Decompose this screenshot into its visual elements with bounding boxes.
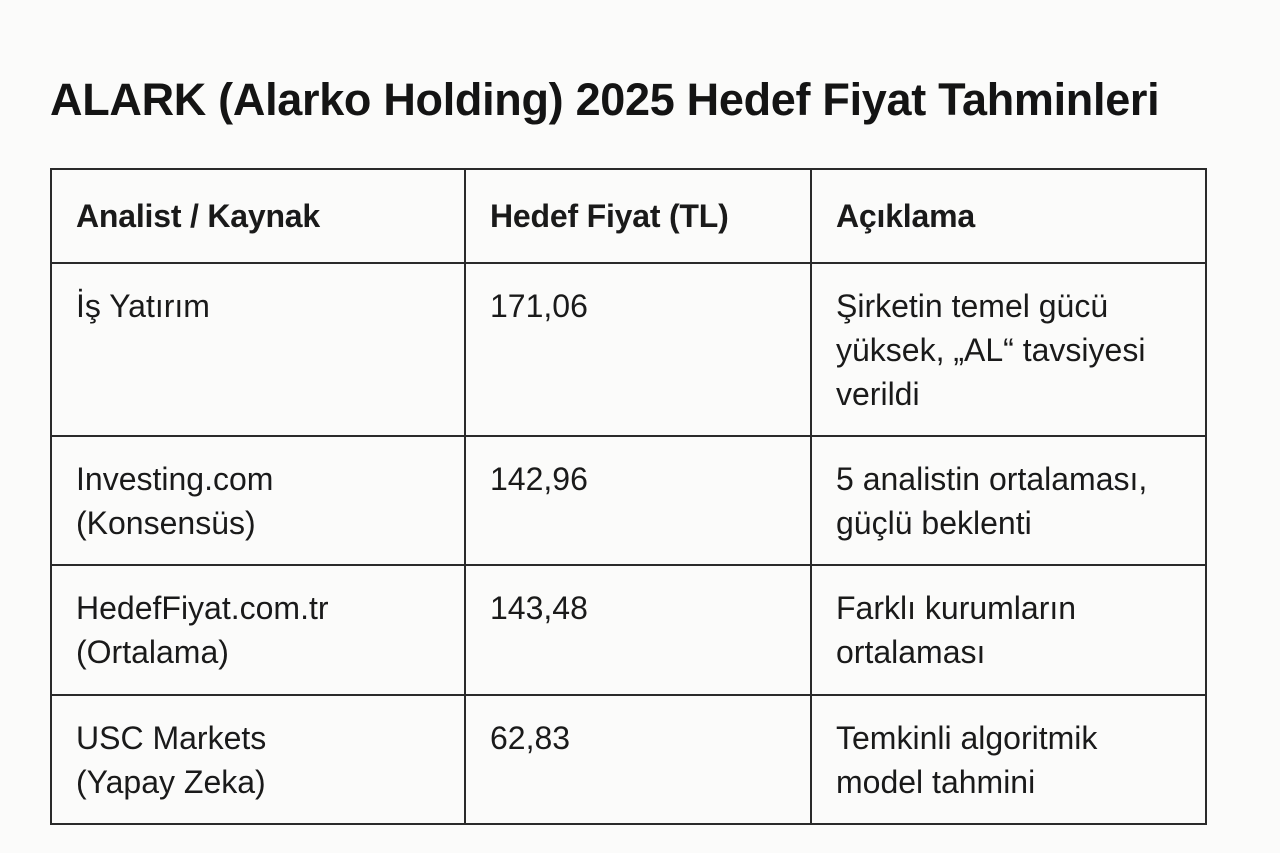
source-text: İş Yatırım	[76, 288, 210, 324]
description-text: Şirketin temel gücü yüksek, „AL“ tavsiyesi verildi	[836, 288, 1146, 412]
description-text: 5 analistin ortalaması, güçlü beklenti	[836, 461, 1148, 541]
column-header-source: Analist / Kaynak	[51, 169, 465, 263]
table-header-row	[51, 169, 1206, 263]
description-text: Temkinli algoritmik model tahmini	[836, 720, 1098, 800]
target-price-text: 62,83	[490, 720, 571, 756]
description-cell	[811, 436, 1206, 565]
source-text: HedefFiyat.com.tr (Ortalama)	[76, 590, 329, 670]
description-text: Farklı kurumların ortalaması	[836, 590, 1077, 670]
description-cell	[811, 695, 1206, 824]
target-price-text: 143,48	[490, 590, 588, 626]
table-row	[51, 565, 1206, 695]
column-header-target-price: Hedef Fiyat (TL)	[465, 169, 811, 263]
target-price-cell	[465, 695, 811, 824]
table-row	[51, 436, 1206, 565]
source-text: USC Markets (Yapay Zeka)	[76, 720, 267, 800]
column-header-description: Açıklama	[811, 169, 1206, 263]
source-cell	[51, 436, 465, 565]
source-cell	[51, 695, 465, 824]
target-price-table	[50, 168, 1207, 825]
page-title: ALARK (Alarko Holding) 2025 Hedef Fiyat Tahminleri	[50, 74, 1160, 125]
source-cell	[51, 263, 465, 436]
description-cell	[811, 263, 1206, 436]
target-price-cell	[465, 565, 811, 695]
target-price-text: 171,06	[490, 288, 588, 324]
source-text: Investing.com (Konsensüs)	[76, 461, 274, 541]
target-price-cell	[465, 436, 811, 565]
source-cell	[51, 565, 465, 695]
target-price-text: 142,96	[490, 461, 588, 497]
description-cell	[811, 565, 1206, 695]
target-price-cell	[465, 263, 811, 436]
table-row	[51, 263, 1206, 436]
table-row	[51, 695, 1206, 824]
